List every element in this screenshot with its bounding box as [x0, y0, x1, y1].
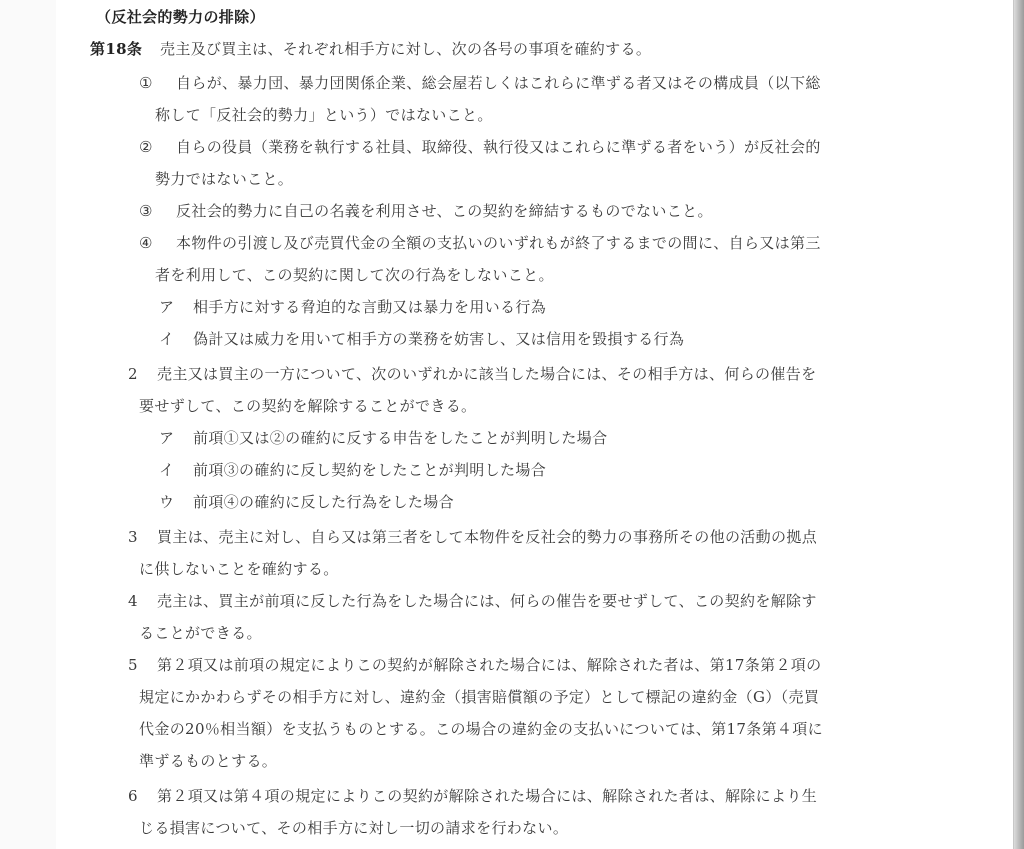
item-4-line-1: 本物件の引渡し及び売買代金の全額の支払いのいずれもが終了するまでの間に、自ら又は第三	[176, 234, 821, 252]
paragraph-2a-text: 前項①又は②の確約に反する申告をしたことが判明した場合	[193, 429, 608, 447]
page-edge-shadow	[1014, 0, 1024, 849]
paragraph-2a-marker: ア	[159, 429, 175, 447]
paragraph-3-number: 3	[128, 528, 138, 546]
item-4a-marker: ア	[159, 298, 175, 316]
item-2-line-2: 勢力ではないこと。	[155, 170, 294, 188]
paragraph-5-line-4: 準ずるものとする。	[139, 752, 278, 770]
paragraph-2b-marker: イ	[159, 461, 175, 479]
section-heading: （反社会的勢力の排除）	[96, 8, 265, 26]
paragraph-4-line-2: ることができる。	[139, 624, 262, 642]
item-1-line-2: 称して「反社会的勢力」という）ではないこと。	[155, 106, 493, 124]
article-number: 第18条	[90, 40, 143, 58]
paragraph-5-line-2: 規定にかかわらずその相手方に対し、違約金（損害賠償額の予定）として標記の違約金（G）（売買	[139, 688, 820, 706]
paragraph-6-number: 6	[128, 787, 138, 805]
paragraph-3-line-2: に供しないことを確約する。	[139, 560, 339, 578]
item-1-marker: ①	[139, 74, 153, 92]
paragraph-4-line-1: 売主は、買主が前項に反した行為をした場合には、何らの催告を要せずして、この契約を解除す	[157, 592, 817, 610]
paragraph-5-line-3: 代金の20％相当額）を支払うものとする。この場合の違約金の支払いについては、第17条第４項に	[139, 720, 823, 738]
paragraph-5-line-1: 第２項又は前項の規定によりこの契約が解除された場合には、解除された者は、第17条第２項の	[157, 656, 822, 674]
item-4b-text: 偽計又は威力を用いて相手方の業務を妨害し、又は信用を毀損する行為	[193, 330, 685, 348]
paragraph-2c-text: 前項④の確約に反した行為をした場合	[193, 493, 454, 511]
paragraph-2b-text: 前項③の確約に反し契約をしたことが判明した場合	[193, 461, 547, 479]
paragraph-6-line-1: 第２項又は第４項の規定によりこの契約が解除された場合には、解除された者は、解除により生	[157, 787, 818, 805]
paragraph-3-line-1: 買主は、売主に対し、自ら又は第三者をして本物件を反社会的勢力の事務所その他の活動の拠点	[157, 528, 818, 546]
item-1-line-1: 自らが、暴力団、暴力団関係企業、総会屋若しくはこれらに準ずる者又はその構成員（以下総	[176, 74, 821, 92]
paragraph-2c-marker: ウ	[159, 493, 175, 511]
item-3-marker: ③	[139, 202, 153, 220]
paragraph-2-number: 2	[128, 365, 138, 383]
item-2-line-1: 自らの役員（業務を執行する社員、取締役、執行役又はこれらに準ずる者をいう）が反社会的	[176, 138, 821, 156]
item-4b-marker: イ	[159, 330, 175, 348]
paragraph-6-line-2: じる損害について、その相手方に対し一切の請求を行わない。	[139, 819, 569, 837]
paragraph-4-number: 4	[128, 592, 138, 610]
article-lead: 売主及び買主は、それぞれ相手方に対し、次の各号の事項を確約する。	[160, 40, 652, 58]
item-3-line-1: 反社会的勢力に自己の名義を利用させ、この契約を締結するものでないこと。	[176, 202, 713, 220]
item-2-marker: ②	[139, 138, 153, 156]
scan-margin	[0, 0, 56, 849]
paragraph-2-line-1: 売主又は買主の一方について、次のいずれかに該当した場合には、その相手方は、何らの催告を	[157, 365, 817, 383]
item-4a-text: 相手方に対する脅迫的な言動又は暴力を用いる行為	[193, 298, 547, 316]
item-4-line-2: 者を利用して、この契約に関して次の行為をしないこと。	[155, 266, 554, 284]
paragraph-2-line-2: 要せずして、この契約を解除することができる。	[139, 397, 477, 415]
paragraph-5-number: 5	[128, 656, 138, 674]
item-4-marker: ④	[139, 234, 153, 252]
